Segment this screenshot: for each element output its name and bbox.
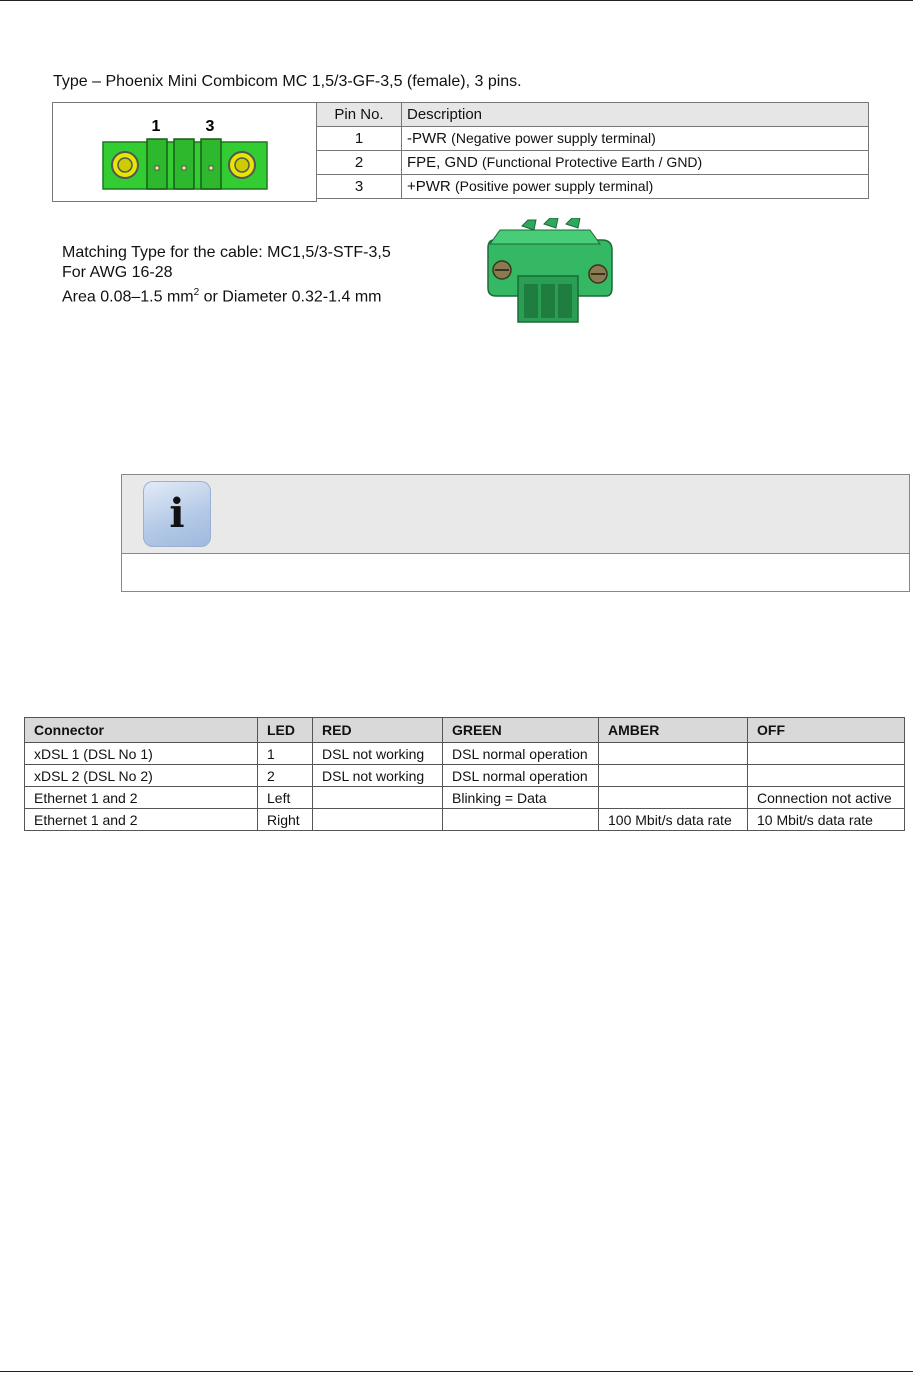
pin-header-description: Description <box>402 103 869 127</box>
cable-plug-image <box>480 218 615 326</box>
cell-amber: 100 Mbit/s data rate <box>599 809 748 831</box>
cell-led: Right <box>258 809 313 831</box>
pin-number: 2 <box>317 151 402 175</box>
pin-description <box>402 151 869 175</box>
pin-number: 3 <box>317 175 402 199</box>
cell-red <box>313 809 443 831</box>
connector-type-text: Type – Phoenix Mini Combicom MC 1,5/3-GF-3,5 (female), 3 pins. <box>53 73 522 90</box>
info-icon: i <box>143 481 211 547</box>
pin-table-header <box>317 103 869 127</box>
pin-signal: +PWR <box>407 178 451 195</box>
cell-connector: xDSL 1 (DSL No 1) <box>25 743 258 765</box>
led-table-header <box>25 718 905 743</box>
cell-off: 10 Mbit/s data rate <box>748 809 905 831</box>
cell-amber <box>599 787 748 809</box>
pin-header-number: Pin No. <box>317 103 402 127</box>
matching-line-2: For AWG 16-28 <box>62 264 173 281</box>
pin-signal: FPE, GND <box>407 154 478 171</box>
pin-description <box>402 127 869 151</box>
pin-slot-3 <box>201 139 221 189</box>
matching-type-text <box>62 243 391 307</box>
led-status-table <box>24 717 905 831</box>
cell-led: 2 <box>258 765 313 787</box>
table-row <box>317 175 869 199</box>
cell-green: DSL normal operation <box>443 765 599 787</box>
table-row <box>25 787 905 809</box>
col-green: GREEN <box>443 718 599 743</box>
table-row <box>25 765 905 787</box>
pin-signal: -PWR <box>407 130 447 147</box>
col-red: RED <box>313 718 443 743</box>
cell-connector: Ethernet 1 and 2 <box>25 787 258 809</box>
cell-amber <box>599 743 748 765</box>
pin-detail: (Positive power supply terminal) <box>454 178 654 194</box>
table-row <box>25 809 905 831</box>
pin-label-1: 1 <box>151 118 161 135</box>
cell-red <box>313 787 443 809</box>
connector-diagram <box>53 103 316 201</box>
pin-table <box>316 102 869 199</box>
cell-red: DSL not working <box>313 743 443 765</box>
col-led: LED <box>258 718 313 743</box>
pin-slot-2 <box>174 139 194 189</box>
col-off: OFF <box>748 718 905 743</box>
info-note-box <box>121 474 910 592</box>
col-connector: Connector <box>25 718 258 743</box>
cell-led: Left <box>258 787 313 809</box>
info-note-header <box>122 475 909 554</box>
cell-connector: xDSL 2 (DSL No 2) <box>25 765 258 787</box>
cell-off <box>748 743 905 765</box>
cell-off: Connection not active <box>748 787 905 809</box>
cell-connector: Ethernet 1 and 2 <box>25 809 258 831</box>
cell-amber <box>599 765 748 787</box>
cell-off <box>748 765 905 787</box>
pin-detail: (Functional Protective Earth / GND) <box>482 154 703 170</box>
pin-detail: (Negative power supply terminal) <box>451 130 656 146</box>
pin-number: 1 <box>317 127 402 151</box>
table-row <box>317 151 869 175</box>
pin-label-3: 3 <box>205 118 215 135</box>
table-row <box>317 127 869 151</box>
connector-diagram-cell <box>52 102 317 202</box>
cell-red: DSL not working <box>313 765 443 787</box>
matching-line-3: Area 0.08–1.5 $mm^2$ or Diameter 0.32-1.4 mm <box>62 287 382 306</box>
bottom-rule <box>0 1371 913 1372</box>
cell-led: 1 <box>258 743 313 765</box>
top-rule <box>0 0 913 1</box>
pin-description <box>402 175 869 199</box>
cell-green: Blinking = Data <box>443 787 599 809</box>
table-row <box>25 743 905 765</box>
cell-green: DSL normal operation <box>443 743 599 765</box>
cell-green <box>443 809 599 831</box>
col-amber: AMBER <box>599 718 748 743</box>
pin-assignment-block <box>52 102 869 202</box>
pin-slot-1 <box>147 139 167 189</box>
matching-line-1: Matching Type for the cable: MC1,5/3-STF-3,5 <box>62 244 391 261</box>
